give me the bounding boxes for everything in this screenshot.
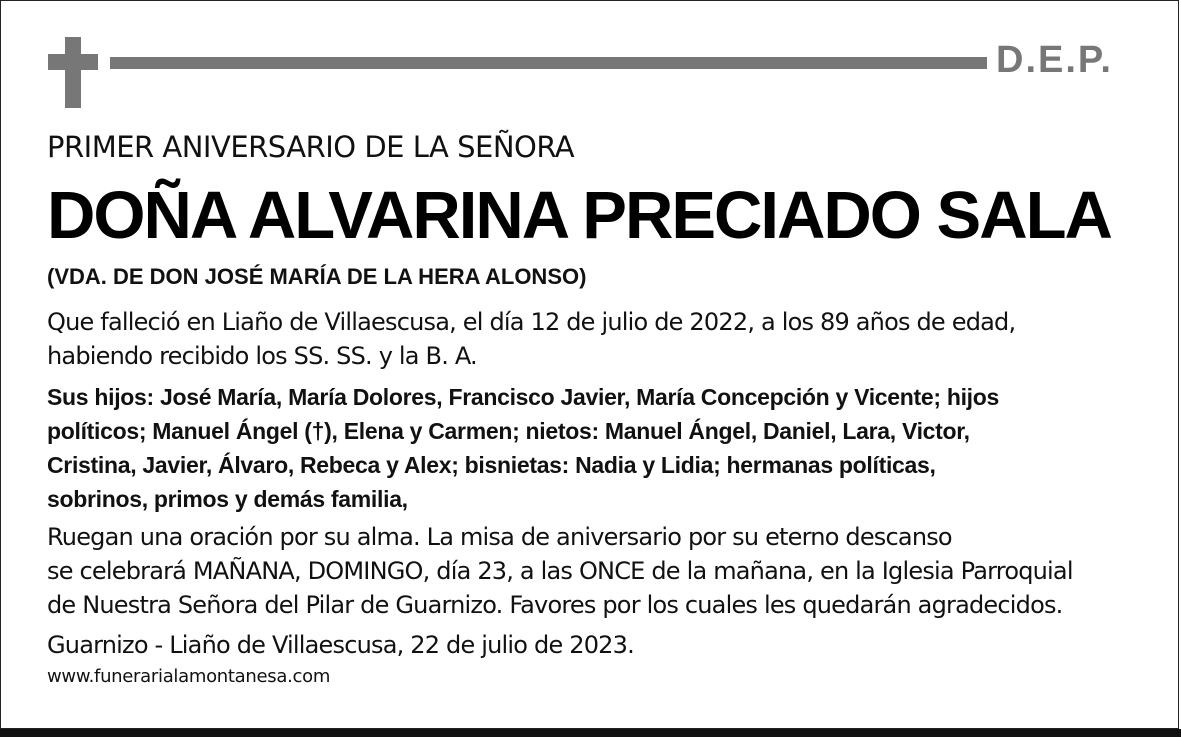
family-line: políticos; Manuel Ángel (†), Elena y Carmen; nietos: Manuel Ángel, Daniel, Lara, Victor, bbox=[47, 418, 970, 444]
mass-line: se celebrará MAÑANA, DOMINGO, día 23, a las ONCE de la mañana, en la Iglesia Parroquial bbox=[47, 557, 1073, 585]
deceased-name: DOÑA ALVARINA PRECIADO SALA bbox=[47, 178, 1111, 253]
cross-horizontal-bar bbox=[48, 54, 98, 70]
bottom-border bbox=[0, 729, 1181, 737]
family-line: Cristina, Javier, Álvaro, Rebeca y Alex; bisnietas: Nadia y Lidia; hermanas políticas, bbox=[47, 452, 936, 478]
header-rule bbox=[110, 57, 987, 69]
place-date: Guarnizo - Liaño de Villaescusa, 22 de julio de 2023. bbox=[47, 631, 634, 659]
widow-of: (VDA. DE DON JOSÉ MARÍA DE LA HERA ALONSO) bbox=[47, 264, 587, 289]
family-line: sobrinos, primos y demás familia, bbox=[47, 486, 408, 512]
family-line: Sus hijos: José María, María Dolores, Francisco Javier, María Concepción y Vicente; hijos bbox=[47, 384, 1000, 410]
family-paragraph bbox=[47, 380, 999, 516]
dep-label: D.E.P. bbox=[996, 39, 1113, 81]
death-line: Que falleció en Liaño de Villaescusa, el día 12 de julio de 2022, a los 89 años de edad, bbox=[47, 308, 1016, 336]
mass-line: de Nuestra Señora del Pilar de Guarnizo. Favores por los cuales les quedarán agradecidos. bbox=[47, 591, 1063, 619]
mass-paragraph bbox=[47, 520, 1073, 622]
death-line: habiendo recibido los SS. SS. y la B. A. bbox=[47, 342, 477, 370]
mass-line: Ruegan una oración por su alma. La misa de aniversario por su eterno descanso bbox=[47, 523, 952, 551]
anniversary-intro: PRIMER ANIVERSARIO DE LA SEÑORA bbox=[47, 130, 575, 164]
website-link[interactable]: www.funerarialamontanesa.com bbox=[47, 666, 331, 687]
death-paragraph bbox=[47, 305, 1015, 373]
cross-vertical-bar bbox=[65, 37, 81, 108]
